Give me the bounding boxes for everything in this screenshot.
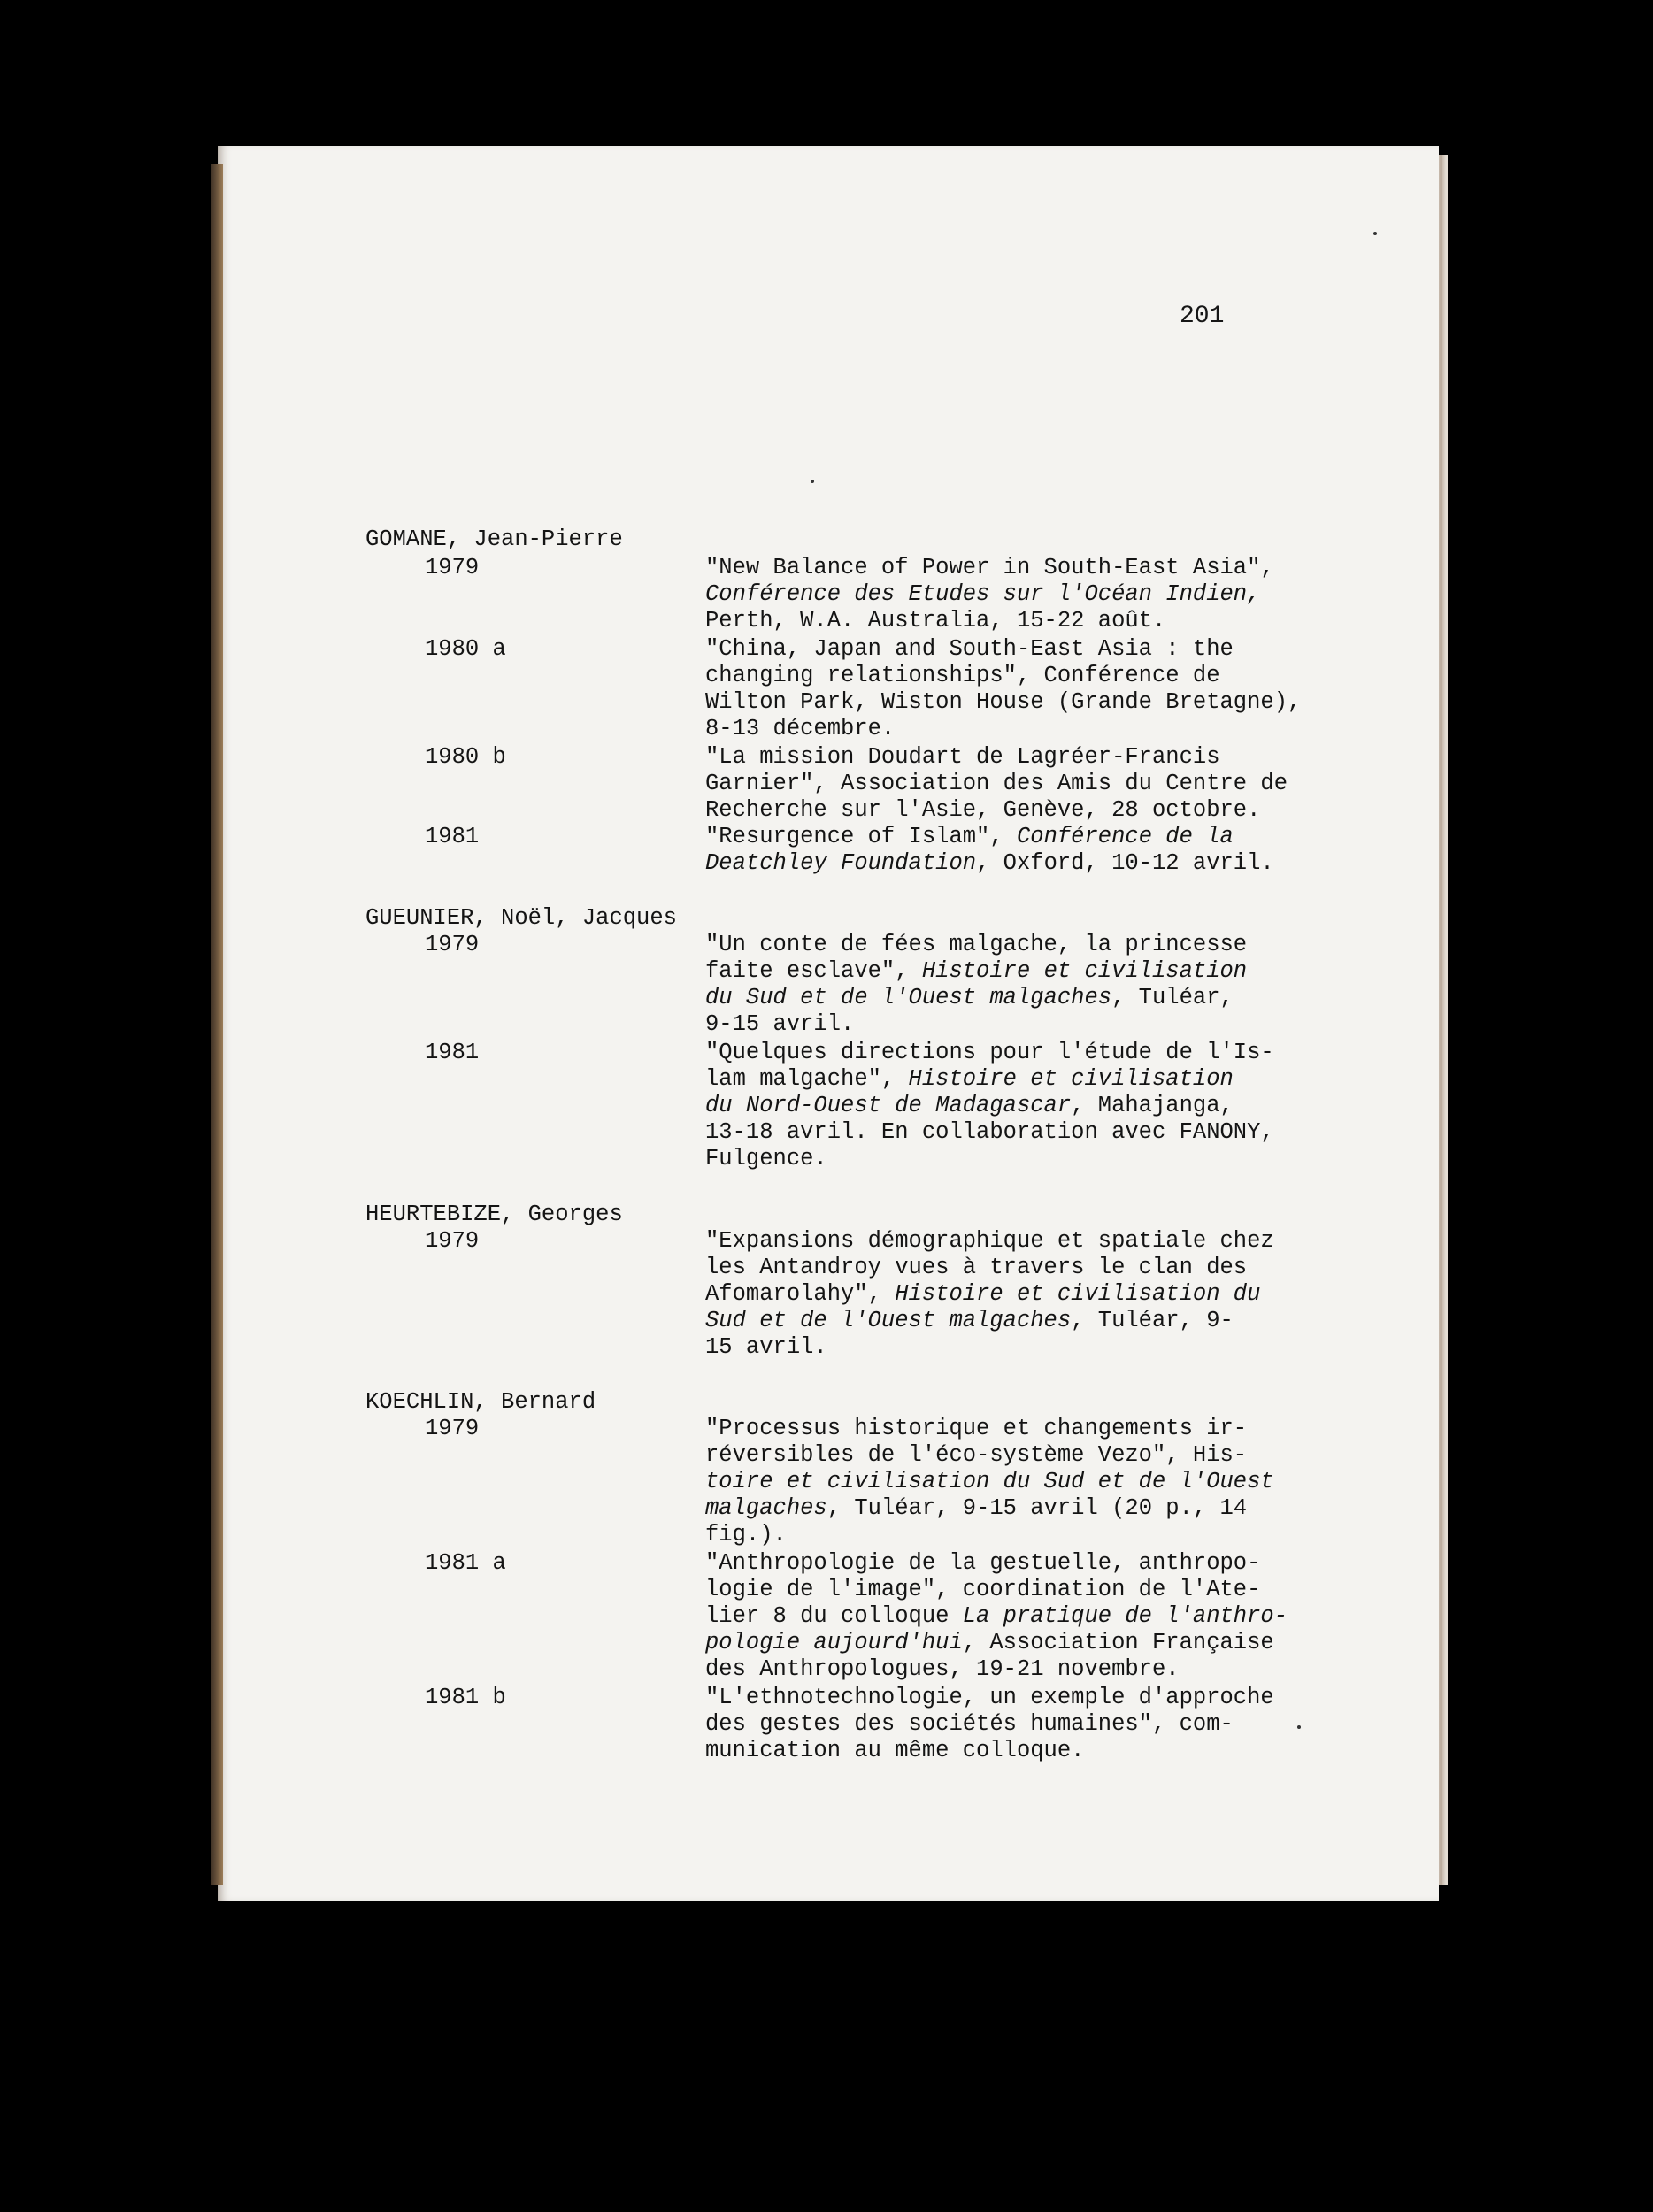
author-heurtebize: HEURTEBIZE, Georges (365, 1202, 623, 1227)
page-number: 201 (1180, 303, 1225, 330)
ref-line: "Quelques directions pour l'étude de l'Is- (705, 1040, 1274, 1065)
ref-line: "Anthropologie de la gestuelle, anthropo- (705, 1550, 1261, 1576)
entry-reference (705, 555, 1274, 634)
speck (1297, 1725, 1301, 1729)
ref-line: "L'ethnotechnologie, un exemple d'approche (705, 1685, 1274, 1710)
entry-year: 1981 (425, 1040, 480, 1065)
ref-line: du Sud et de l'Ouest malgaches, Tuléar, (705, 985, 1234, 1010)
ref-line: Perth, W.A. Australia, 15-22 août. (705, 608, 1166, 634)
ref-line: Garnier", Association des Amis du Centre de (705, 771, 1288, 796)
ref-line: "New Balance of Power in South-East Asia", (705, 555, 1274, 580)
entry-reference (705, 1228, 1274, 1361)
ref-line: pologie aujourd'hui, Association Française (705, 1630, 1274, 1655)
entry-year: 1981 a (425, 1550, 506, 1576)
ref-line: des Anthropologues, 19-21 novembre. (705, 1656, 1180, 1682)
entry-year: 1980 a (425, 636, 506, 662)
ref-line: des gestes des sociétés humaines", com- (705, 1711, 1234, 1737)
entry-reference (705, 932, 1247, 1038)
ref-line: du Nord-Ouest de Madagascar, Mahajanga, (705, 1093, 1234, 1118)
ref-line: Wilton Park, Wiston House (Grande Bretagne), (705, 689, 1302, 715)
entry-reference (705, 1040, 1274, 1172)
ref-line: "Un conte de fées malgache, la princesse (705, 932, 1248, 957)
entry-reference (705, 824, 1274, 877)
ref-line: Deatchley Foundation, Oxford, 10-12 avril. (705, 850, 1274, 876)
entry-year: 1979 (425, 932, 480, 957)
ref-line: "China, Japan and South-East Asia : the (705, 636, 1234, 662)
ref-line: fig.). (705, 1522, 787, 1548)
ref-line: changing relationships", Conférence de (705, 663, 1220, 688)
entry-year: 1979 (425, 1416, 480, 1441)
ref-line: 15 avril. (705, 1334, 827, 1360)
entry-year: 1979 (425, 1228, 480, 1254)
ref-line: "La mission Doudart de Lagréer-Francis (705, 744, 1220, 770)
ref-line: lier 8 du colloque La pratique de l'anthro- (705, 1603, 1288, 1629)
entry-year: 1980 b (425, 744, 506, 770)
ref-line: "Expansions démographique et spatiale chez (705, 1228, 1274, 1254)
ref-line: 8-13 décembre. (705, 716, 896, 741)
ref-line: "Processus historique et changements ir- (705, 1416, 1248, 1441)
entry-year: 1979 (425, 555, 480, 580)
ref-line: toire et civilisation du Sud et de l'Ouest (705, 1469, 1274, 1494)
speck (1373, 232, 1377, 235)
entry-reference (705, 1416, 1274, 1548)
entry-year: 1981 b (425, 1685, 506, 1710)
ref-line: lam malgache", Histoire et civilisation (705, 1066, 1234, 1092)
ref-line: 9-15 avril. (705, 1011, 855, 1037)
ref-line: Recherche sur l'Asie, Genève, 28 octobre. (705, 797, 1261, 823)
entry-year: 1981 (425, 824, 480, 849)
ref-line: logie de l'image", coordination de l'Ate- (705, 1577, 1261, 1602)
ref-line: les Antandroy vues à travers le clan des (705, 1255, 1248, 1280)
author-koechlin: KOECHLIN, Bernard (365, 1389, 596, 1415)
entry-reference (705, 1685, 1274, 1764)
ref-line: Afomarolahy", Histoire et civilisation du (705, 1281, 1261, 1307)
ref-line: "Resurgence of Islam", Conférence de la (705, 824, 1234, 849)
ref-line: faite esclave", Histoire et civilisation (705, 958, 1248, 984)
ref-line: Conférence des Etudes sur l'Océan Indien, (705, 581, 1261, 607)
author-gomane: GOMANE, Jean-Pierre (365, 526, 623, 552)
ref-line: réversibles de l'éco-système Vezo", His- (705, 1442, 1248, 1468)
ref-line: munication au même colloque. (705, 1738, 1085, 1763)
book-spine (211, 164, 223, 1885)
ref-line: malgaches, Tuléar, 9-15 avril (20 p., 14 (705, 1495, 1248, 1521)
entry-reference (705, 636, 1301, 742)
ref-line: 13-18 avril. En collaboration avec FANONY, (705, 1119, 1274, 1145)
entry-reference (705, 744, 1288, 824)
speck (811, 480, 814, 483)
entry-reference (705, 1550, 1288, 1683)
ref-line: Sud et de l'Ouest malgaches, Tuléar, 9- (705, 1308, 1234, 1333)
ref-line: Fulgence. (705, 1146, 827, 1171)
author-gueunier: GUEUNIER, Noël, Jacques (365, 905, 677, 931)
